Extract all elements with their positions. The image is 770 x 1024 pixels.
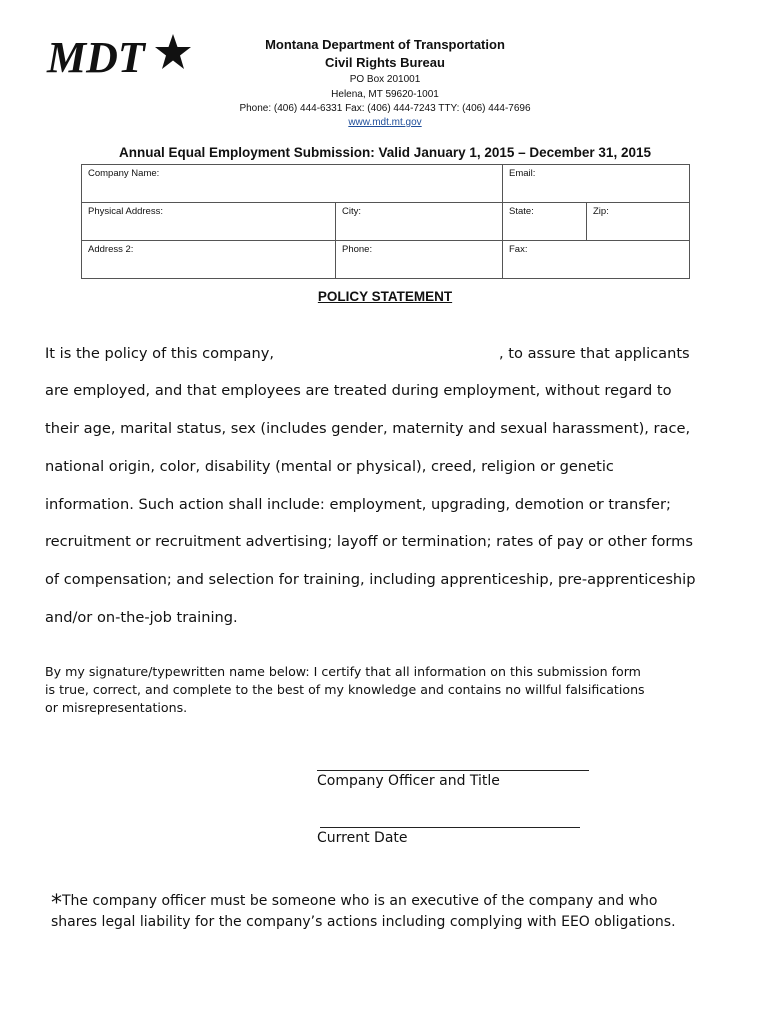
table-row [82,241,690,279]
company-name-label: Company Name: [88,168,160,179]
policy-line-1-start: It is the policy of this company, [45,345,275,362]
zip-field[interactable] [587,203,690,241]
contact-phones: Phone: (406) 444-6331 Fax: (406) 444-7243 TTY: (406) 444-7696 [239,103,531,114]
city-label: City: [342,206,361,217]
policy-line: national origin, color, disability (mental or physical), creed, religion or genetic [45,458,614,475]
footnote-line-1 [51,891,658,916]
address-line1: PO Box 201001 [349,74,421,85]
officer-signature-line[interactable] [317,770,589,771]
state-label: State: [509,206,534,217]
policy-line-1-end: , to assure that applicants [499,345,690,362]
officer-label: Company Officer and Title [317,773,500,789]
policy-line: are employed, and that employees are treated during employment, without regard to [45,382,672,399]
certification-line: or misrepresentations. [45,700,188,715]
phone-field[interactable] [336,241,503,279]
date-signature-line[interactable] [320,827,580,828]
footnote-asterisk: * [51,891,62,916]
footnote-text-1: The company officer must be someone who is an executive of the company and who [62,893,658,909]
company-info-table [81,164,690,279]
fax-field[interactable] [503,241,690,279]
footnote-line-2: shares legal liability for the company’s actions including complying with EEO obligations. [51,914,676,930]
certification-line: is true, correct, and complete to the best of my knowledge and contains no willful falsifications [45,682,645,697]
address-line2: Helena, MT 59620-1001 [331,89,439,100]
company-name-field[interactable] [82,165,503,203]
email-field[interactable] [503,165,690,203]
fax-label: Fax: [509,244,528,255]
state-field[interactable] [503,203,587,241]
zip-label: Zip: [593,206,609,217]
company-name-blank[interactable] [290,348,500,368]
address2-field[interactable] [82,241,336,279]
certification-line: By my signature/typewritten name below: I certify that all information on this submission form [45,664,641,679]
email-label: Email: [509,168,536,179]
policy-line: of compensation; and selection for training, including apprenticeship, pre-apprenticeship [45,571,696,588]
physical-address-label: Physical Address: [88,206,163,217]
address2-label: Address 2: [88,244,134,255]
physical-address-field[interactable] [82,203,336,241]
policy-heading: POLICY STATEMENT [317,289,453,304]
city-field[interactable] [336,203,503,241]
policy-line: information. Such action shall include: employment, upgrading, demotion or transfer; [45,496,671,513]
org-name: Montana Department of Transportation [265,37,505,52]
table-row [82,203,690,241]
bureau-name: Civil Rights Bureau [325,55,445,70]
mdt-logo-text: MDT [47,33,145,78]
policy-line: and/or on-the-job training. [45,609,238,626]
policy-line: their age, marital status, sex (includes gender, maternity and sexual harassment), race, [45,420,691,437]
website-link[interactable]: www.mdt.mt.gov [348,117,422,128]
policy-line: recruitment or recruitment advertising; layoff or termination; rates of pay or other forms [45,533,693,550]
phone-label: Phone: [342,244,373,255]
form-title: Annual Equal Employment Submission: Valid January 1, 2015 – December 31, 2015 [119,145,651,160]
date-label: Current Date [317,830,408,846]
table-row [82,165,690,203]
